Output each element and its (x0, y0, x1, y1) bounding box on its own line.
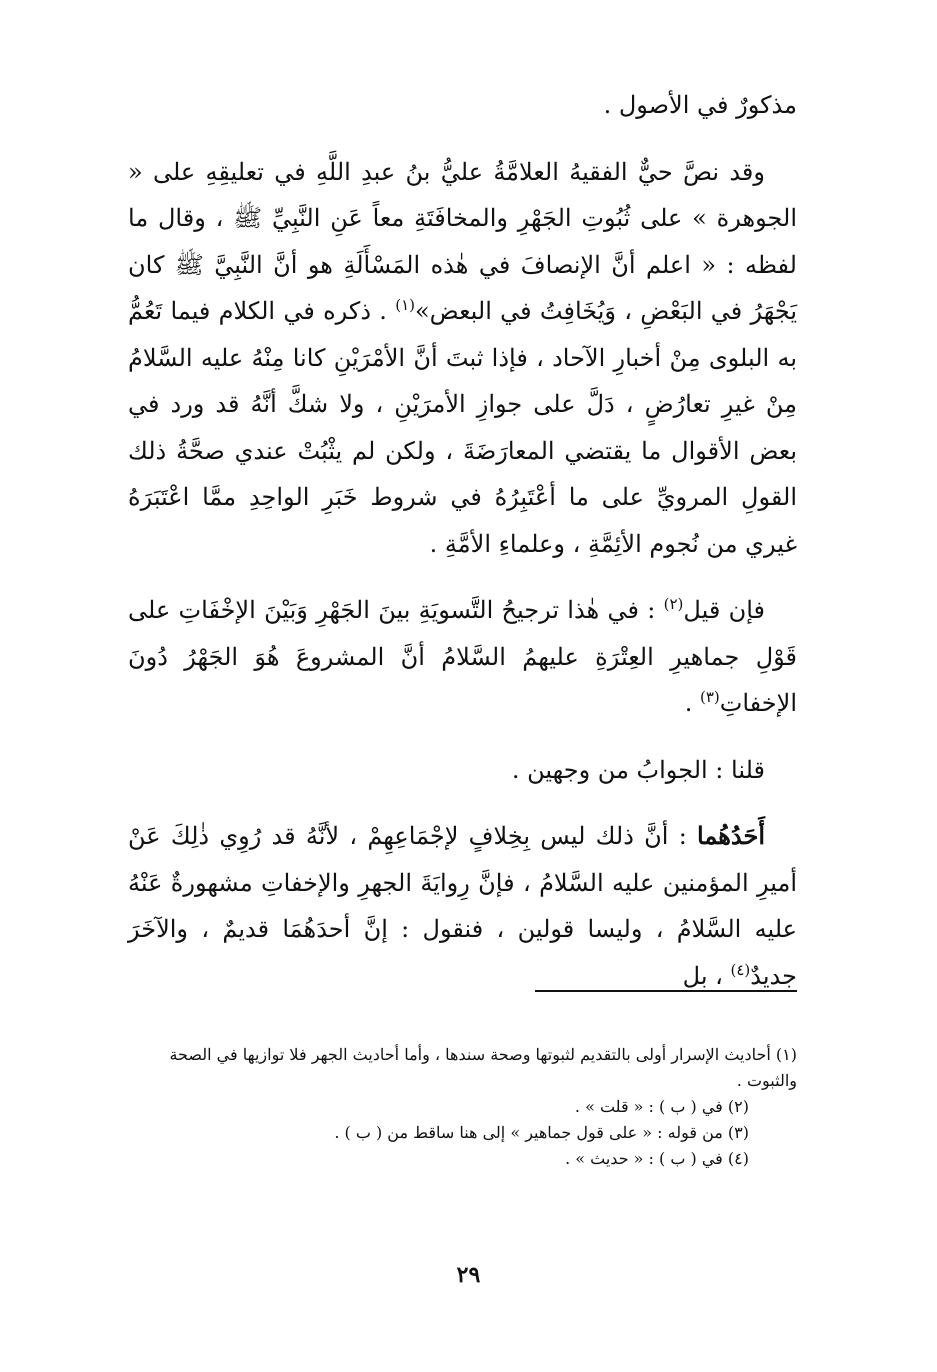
footnote-ref-4[interactable]: (٤) (730, 960, 751, 979)
footnotes (128, 1042, 797, 1172)
main-text (128, 82, 797, 999)
page-number: ٢٩ (456, 1262, 481, 1288)
footnote-ref-3[interactable]: (٣) (699, 688, 720, 706)
footnote-3: (٣) من قوله : « على قول جماهير » إلى هنا ساقط من ( ب ) . (334, 1123, 749, 1142)
intro-line: مذكورٌ في الأصول . (603, 91, 797, 119)
footnote-2: (٢) في ( ب ) : « قلت » . (574, 1097, 749, 1116)
footnote-ref-1[interactable]: (١) (395, 296, 415, 314)
footnote-4: (٤) في ( ب ) : « حديث » . (565, 1149, 749, 1168)
footnote-ref-2[interactable]: (٢) (663, 595, 684, 613)
paragraph-2: فإن قيل$^{(٢)}$ : في هٰذا ترجيحُ التَّسويَةِ بينَ الجَهْرِ وَبَيْنَ الإخْفَاتِ على قَوْلِ جماهيرِ العِتْرَةِ عليهمُ السَّلامُ أنَّ المشروعَ هُوَ الجَهْرُ دُونَ الإخفاتِ$^{(٣)}$ . (128, 595, 797, 717)
footnote-1: (١) أحاديث الإسرار أولى بالتقديم لثبوتها وصحة سندها ، وأما أحاديث الجهر فلا توازيها في الصحة والثبوت . (169, 1045, 797, 1090)
paragraph-3: قلنا : الجوابُ من وجهين . (511, 755, 765, 784)
first-answer-heading: أَحَدُهُما (697, 821, 765, 850)
footnote-divider (535, 990, 797, 992)
paragraph-1: وقد نصَّ حيٌّ الفقيهُ العلامَّةُ عليُّ بنُ عبدِ اللَّهِ في تعليقِهِ على « الجوهرة » على ثُبُوتِ الجَهْرِ والمخافَتَةِ معاً عَنِ النَّبِيِّ ﷺ ، وقال ما لفظه : « اعلم أنَّ الإنصافَ في هٰذه المَسْأَلَةِ هو أنَّ النَّبِيَّ ﷺ كان يَجْهَرُ في البَعْضِ ، وَيُخَافِتُ في البعض»$^{(١)}$ . ذكره في الكلام فيما تَعُمُّ به البلوى مِنْ أخبارِ الآحاد ، فإذا ثبتَ أنَّ الأمْرَيْنِ كانا مِنْهُ عليه السَّلامُ مِنْ غيرِ تعارُضٍ ، دَلَّ على جوازِ الأمرَيْنِ ، ولا شكَّ أنَّهُ قد ورد في بعض الأقوال ما يقتضي المعارَضَةَ ، ولكن لم يثْبُتْ عندي صحَّةُ ذلك القولِ المرويِّ على ما أعْتَبِرُهُ في شروط خَبَرِ الواحِدِ ممَّا اعْتَبَرَهُ غيري من نُجوم الأئِمَّةِ ، وعلماءِ الأمَّةِ . (128, 157, 798, 558)
paragraph-4: أَحَدُهُما : أنَّ ذلك ليس بِخِلافٍ لإجْمَاعِهِمْ ، لأنَّهُ قد رُوِي ذٰلِكَ عَنْ أميرِ المؤمنين عليه السَّلامُ ، فإنَّ رِوايَةَ الجهرِ والإخفاتِ مشهورةٌ عَنْهُ عليه السَّلامُ ، وليسا قولين ، فنقول : إنَّ أحدَهُمَا قديمٌ ، والآخَرَ جديدٌ$^{(٤)}$ ، بل (128, 821, 797, 990)
